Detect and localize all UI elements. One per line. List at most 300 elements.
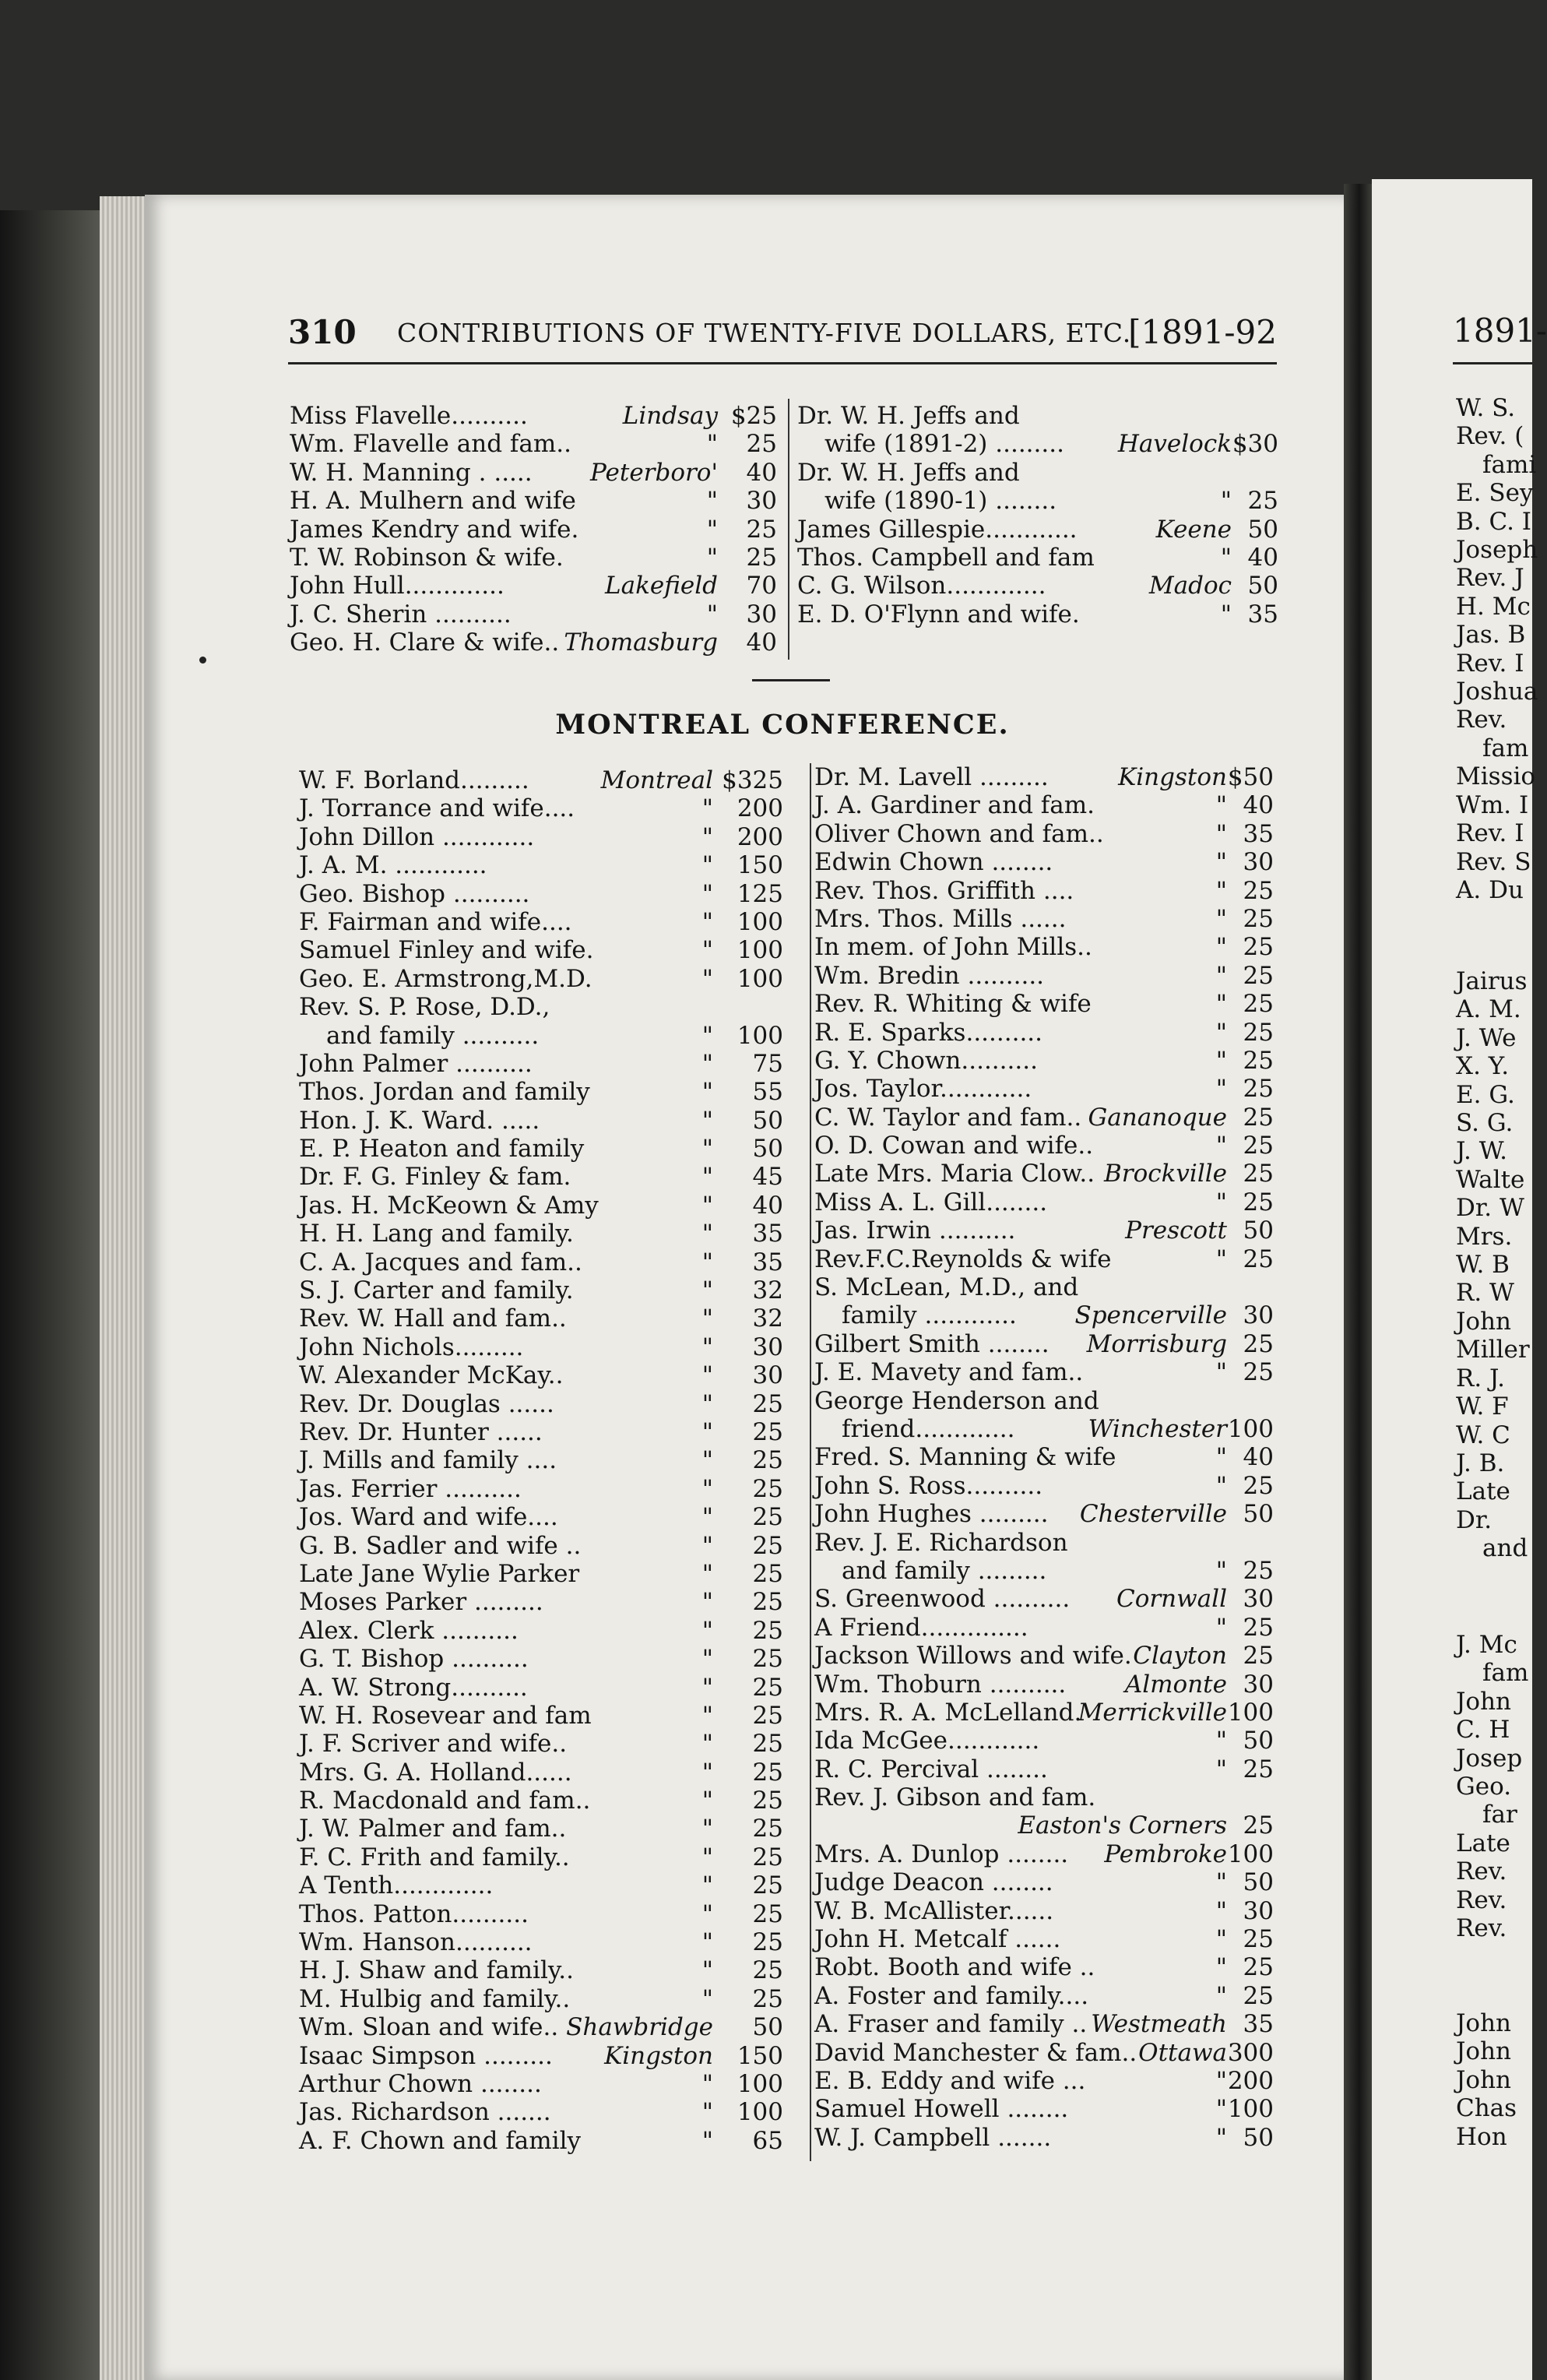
entry-row xyxy=(814,1671,1274,1699)
section-title: MONTREAL CONFERENCE. xyxy=(555,709,1010,741)
contributor-name: Wm. Sloan and wife.. xyxy=(299,2013,559,2042)
contribution-amount: 25 xyxy=(752,1503,783,1532)
entry-row xyxy=(814,1387,1274,1415)
cut-off-entry: John xyxy=(1456,1307,1512,1336)
cut-off-entry: John xyxy=(1456,2065,1512,2094)
contributor-place: Lindsay xyxy=(622,402,718,430)
contributor-name: R. C. Percival ........ xyxy=(814,1755,1048,1783)
cut-off-entry: Joseph xyxy=(1456,536,1538,565)
contribution-amount: 45 xyxy=(752,1163,783,1192)
cut-off-entry: A. Du xyxy=(1456,875,1524,904)
contribution-amount: 25 xyxy=(1243,1953,1274,1982)
entry-row xyxy=(290,544,777,572)
contributor-place: " xyxy=(1215,1471,1227,1500)
contribution-amount: 100 xyxy=(1227,1698,1274,1727)
entry-row xyxy=(797,402,1278,430)
contributor-name: Jos. Taylor............ xyxy=(814,1075,1032,1104)
contributor-name: G. Y. Chown.......... xyxy=(814,1046,1038,1075)
contribution-amount: 40 xyxy=(746,628,777,657)
entry-row xyxy=(814,1358,1274,1386)
contribution-amount: 25 xyxy=(752,1928,783,1957)
entry-row xyxy=(814,1727,1274,1755)
contribution-amount: 100 xyxy=(737,2069,783,2098)
contribution-amount: 30 xyxy=(1243,848,1274,877)
contributor-name: Alex. Clerk .......... xyxy=(299,1616,519,1645)
contribution-amount: 25 xyxy=(752,1730,783,1759)
contribution-amount: 35 xyxy=(1243,2010,1274,2039)
contributor-name: A. W. Strong.......... xyxy=(299,1673,528,1702)
cut-off-entry: J. W. xyxy=(1456,1137,1508,1166)
contributor-name: Arthur Chown ........ xyxy=(299,2069,542,2098)
cut-off-entry: Walte xyxy=(1456,1165,1525,1194)
contributor-name: Miss A. L. Gill........ xyxy=(814,1188,1048,1216)
contributor-place: " xyxy=(1215,876,1227,905)
cut-off-entry: A. M. xyxy=(1456,995,1521,1024)
contributor-place: Cornwall xyxy=(1116,1585,1227,1614)
entry-row xyxy=(299,2070,783,2098)
contribution-amount: 100 xyxy=(737,2098,783,2127)
contributor-name: wife (1890-1) ........ xyxy=(824,487,1057,516)
contribution-amount: 25 xyxy=(1243,1755,1274,1783)
contribution-amount: $50 xyxy=(1227,763,1274,791)
entry-row xyxy=(814,1868,1274,1896)
contributor-name: John Palmer .......... xyxy=(299,1049,533,1078)
contributor-name: Dr. F. G. Finley & fam. xyxy=(299,1163,571,1192)
cut-off-entry: Rev. J xyxy=(1456,564,1524,593)
contributor-name: H. A. Mulhern and wife xyxy=(290,487,576,516)
contributor-name: Jackson Willows and wife. xyxy=(814,1642,1132,1671)
contributor-name: S. McLean, M.D., and xyxy=(814,1273,1079,1302)
entry-row xyxy=(814,1982,1274,2010)
cut-off-entry: Rev. xyxy=(1456,1857,1507,1886)
contributor-name: Geo. H. Clare & wife.. xyxy=(290,628,560,657)
right-page-list-middle xyxy=(1456,967,1530,1563)
contribution-amount: 25 xyxy=(1243,1132,1274,1160)
contributor-name: friend............. xyxy=(842,1414,1015,1443)
contributor-place: " xyxy=(701,2126,713,2155)
entry-row xyxy=(299,1532,783,1560)
contribution-amount: 55 xyxy=(752,1078,783,1107)
cut-off-entry: Wm. I xyxy=(1456,790,1529,819)
right-page-list-top xyxy=(1456,394,1538,904)
entry-row xyxy=(814,1755,1274,1783)
cut-off-entry: E. Sey xyxy=(1456,479,1534,508)
right-page-header: 1891- xyxy=(1453,312,1547,350)
contributor-name: Jas. Ferrier .......... xyxy=(299,1474,522,1503)
contributor-name: Rev. Dr. Douglas ...... xyxy=(299,1389,554,1418)
contribution-amount: 25 xyxy=(1243,1358,1274,1387)
contributor-name: family ............ xyxy=(842,1301,1017,1330)
contributor-name: F. Fairman and wife.... xyxy=(299,907,572,936)
contributor-place: " xyxy=(1215,1188,1227,1216)
contributor-place: " xyxy=(701,1503,713,1532)
contributor-name: W. Alexander McKay.. xyxy=(299,1361,564,1390)
contributor-place: " xyxy=(701,1135,713,1164)
contributor-place: " xyxy=(701,851,713,880)
cut-off-entry: Late xyxy=(1456,1477,1510,1506)
contribution-amount: 200 xyxy=(1227,2066,1274,2095)
entry-row xyxy=(797,487,1278,515)
contributor-name: M. Hulbig and family.. xyxy=(299,1984,571,2013)
cut-off-entry: John xyxy=(1456,2009,1512,2037)
page-number: 310 xyxy=(288,313,357,351)
cut-off-entry: and xyxy=(1482,1534,1528,1563)
page-header xyxy=(288,313,1277,360)
cut-off-entry: R. W xyxy=(1456,1279,1514,1308)
entry-row xyxy=(299,1276,783,1304)
contributor-name: Fred. S. Manning & wife xyxy=(814,1443,1116,1472)
cut-off-entry: C. H xyxy=(1456,1716,1510,1745)
contributor-name: A Tenth............. xyxy=(299,1871,494,1900)
contributor-name: In mem. of John Mills.. xyxy=(814,933,1092,962)
contribution-amount: 25 xyxy=(1243,1160,1274,1188)
contributor-name: W. F. Borland......... xyxy=(299,766,529,794)
cut-off-entry: W. F xyxy=(1456,1392,1509,1421)
contribution-amount: 25 xyxy=(752,1787,783,1815)
contributor-place: Merrickville xyxy=(1078,1698,1227,1727)
entry-row xyxy=(814,1953,1274,1981)
contribution-amount: 25 xyxy=(752,1815,783,1843)
contribution-amount: 30 xyxy=(752,1333,783,1361)
entry-row xyxy=(814,905,1274,933)
contributor-place: " xyxy=(701,1220,713,1248)
contributor-name: G. B. Sadler and wife .. xyxy=(299,1531,582,1560)
contribution-amount: 25 xyxy=(752,1446,783,1475)
entry-row xyxy=(797,572,1278,600)
contribution-amount: 25 xyxy=(1243,876,1274,905)
contributor-name: Dr. W. H. Jeffs and xyxy=(797,402,1020,430)
entry-row xyxy=(299,908,783,936)
contributor-place: " xyxy=(701,1730,713,1759)
contributor-place: Prescott xyxy=(1125,1216,1227,1245)
entry-row xyxy=(299,1390,783,1418)
contribution-amount: 25 xyxy=(1243,1245,1274,1273)
contribution-amount: 25 xyxy=(752,1559,783,1588)
contributor-name: Thos. Patton.......... xyxy=(299,1899,529,1928)
entry-row xyxy=(299,2013,783,2041)
cut-off-entry: fam xyxy=(1482,1659,1529,1688)
contribution-amount: 25 xyxy=(1243,1046,1274,1075)
contributor-place: " xyxy=(706,487,718,516)
contributor-name: R. E. Sparks.......... xyxy=(814,1018,1043,1047)
contributor-place: Easton's Corners xyxy=(1018,1811,1227,1840)
contribution-amount: 25 xyxy=(752,1701,783,1730)
contributor-name: John H. Metcalf ...... xyxy=(814,1925,1061,1954)
contributor-place: Gananoque xyxy=(1088,1103,1227,1132)
contributor-name: Geo. Bishop .......... xyxy=(299,879,530,908)
contributor-place: " xyxy=(701,1049,713,1078)
cut-off-entry: Jairus xyxy=(1456,967,1528,995)
contributor-name: A. Foster and family.... xyxy=(814,1981,1089,2010)
contributor-name: J. A. Gardiner and fam. xyxy=(814,791,1095,820)
entry-row xyxy=(299,823,783,851)
entry-row xyxy=(299,1787,783,1815)
contribution-amount: 200 xyxy=(737,822,783,851)
contributor-place: Havelock xyxy=(1117,430,1232,459)
contribution-amount: 40 xyxy=(1247,543,1278,572)
contribution-amount: 70 xyxy=(746,572,777,600)
contributor-name: Rev. S. P. Rose, D.D., xyxy=(299,993,550,1022)
entry-row xyxy=(814,1529,1274,1557)
contributor-name: Judge Deacon ........ xyxy=(814,1868,1053,1897)
contributor-place: Shawbridge xyxy=(566,2013,713,2042)
entry-row xyxy=(299,1361,783,1389)
contributor-name: H. J. Shaw and family.. xyxy=(299,1956,574,1985)
contributor-name: T. W. Robinson & wife. xyxy=(290,543,564,572)
contributor-place: " xyxy=(1215,933,1227,962)
contributor-name: J. F. Scriver and wife.. xyxy=(299,1730,568,1759)
contribution-amount: 40 xyxy=(1243,791,1274,820)
contribution-amount: 25 xyxy=(752,1531,783,1560)
cut-off-entry: John xyxy=(1456,2037,1512,2066)
entry-row xyxy=(290,430,777,458)
cut-off-entry: W. S. xyxy=(1456,394,1516,422)
contributor-place: " xyxy=(1220,543,1232,572)
entry-row xyxy=(299,1617,783,1645)
contributor-place: Pembroke xyxy=(1104,1840,1227,1868)
contributor-place: " xyxy=(1220,600,1232,628)
contribution-amount: 30 xyxy=(746,487,777,516)
contribution-amount: $25 xyxy=(730,402,777,430)
entry-row xyxy=(797,600,1278,628)
entry-row xyxy=(814,1075,1274,1103)
contribution-amount: 25 xyxy=(1243,1075,1274,1104)
contributor-name: Hon. J. K. Ward. ..... xyxy=(299,1106,540,1135)
cut-off-entry: fam xyxy=(1482,734,1529,762)
contributor-name: H. H. Lang and family. xyxy=(299,1220,574,1248)
contributor-place: " xyxy=(701,1276,713,1305)
contributor-name: Isaac Simpson ......... xyxy=(299,2041,553,2070)
cut-off-entry: X. Y. xyxy=(1456,1052,1510,1081)
entry-row xyxy=(290,459,777,487)
contributor-place: " xyxy=(1215,1443,1227,1472)
contribution-amount: 25 xyxy=(1243,1018,1274,1047)
entry-row xyxy=(814,1188,1274,1216)
contributor-name: wife (1891-2) ......... xyxy=(824,430,1064,459)
cut-off-entry: Dr. W xyxy=(1456,1194,1524,1223)
contributor-place: " xyxy=(701,1304,713,1333)
contributor-name: and family ......... xyxy=(842,1556,1047,1585)
contributor-place: " xyxy=(1215,1046,1227,1075)
contributor-place: " xyxy=(1215,1245,1227,1273)
entry-row xyxy=(299,794,783,822)
contribution-amount: 50 xyxy=(752,2013,783,2042)
entry-row xyxy=(814,1216,1274,1245)
entry-row xyxy=(299,1815,783,1843)
contribution-amount: 32 xyxy=(752,1304,783,1333)
contributor-place: " xyxy=(1215,1018,1227,1047)
contributor-name: Dr. M. Lavell ......... xyxy=(814,763,1049,791)
contributor-name: Oliver Chown and fam.. xyxy=(814,819,1104,848)
cut-off-entry: Missio xyxy=(1456,762,1536,791)
contribution-amount: 25 xyxy=(1243,1811,1274,1840)
contributor-place: " xyxy=(701,1928,713,1957)
contributor-place: " xyxy=(1215,1896,1227,1925)
entry-row xyxy=(814,1699,1274,1727)
entry-row xyxy=(814,1585,1274,1613)
contributor-place: " xyxy=(701,1616,713,1645)
contributor-place: " xyxy=(1215,961,1227,990)
entry-row xyxy=(814,1925,1274,1953)
contributor-name: Ida McGee............ xyxy=(814,1727,1040,1755)
contributor-name: Miss Flavelle.......... xyxy=(290,402,528,430)
contributor-place: Kingston xyxy=(1118,763,1227,791)
contribution-amount: 25 xyxy=(752,1956,783,1985)
contribution-amount: 25 xyxy=(752,1645,783,1674)
contributor-name: C. W. Taylor and fam.. xyxy=(814,1103,1082,1132)
contributor-place: " xyxy=(701,1106,713,1135)
contribution-amount: 25 xyxy=(1243,1981,1274,2010)
montreal-left-column xyxy=(299,766,783,2155)
entry-row xyxy=(299,1645,783,1673)
cut-off-entry: Chas xyxy=(1456,2094,1517,2123)
entry-row xyxy=(299,1674,783,1702)
contributor-name: A. F. Chown and family xyxy=(299,2126,582,2155)
contributor-name: Thos. Jordan and family xyxy=(299,1078,590,1107)
contributor-place: " xyxy=(701,1787,713,1815)
contributor-place: " xyxy=(1215,819,1227,848)
entry-row xyxy=(299,1503,783,1531)
contribution-amount: 75 xyxy=(752,1049,783,1078)
entry-row xyxy=(299,851,783,879)
entry-row xyxy=(797,430,1278,458)
contributor-place: Montreal xyxy=(600,766,713,794)
entry-row xyxy=(290,628,777,657)
entry-row xyxy=(299,1135,783,1163)
contributor-name: Dr. W. H. Jeffs and xyxy=(797,458,1020,487)
contributor-place: " xyxy=(1220,487,1232,516)
contribution-amount: 25 xyxy=(1243,1925,1274,1954)
contributor-place: " xyxy=(701,794,713,823)
contributor-name: J. W. Palmer and fam.. xyxy=(299,1815,567,1843)
contribution-amount: 25 xyxy=(752,1389,783,1418)
entry-row xyxy=(299,1843,783,1871)
contribution-amount: 25 xyxy=(752,1417,783,1446)
contribution-amount: 25 xyxy=(752,1899,783,1928)
contributor-place: " xyxy=(1215,848,1227,877)
cut-off-entry: J. We xyxy=(1456,1023,1517,1052)
entry-row xyxy=(290,487,777,515)
entry-row xyxy=(299,1220,783,1248)
contributor-name: Jos. Ward and wife.... xyxy=(299,1503,558,1532)
contributor-place: " xyxy=(701,907,713,936)
contributor-name: E. D. O'Flynn and wife. xyxy=(797,600,1080,628)
contribution-amount: 150 xyxy=(737,2041,783,2070)
contributor-place: " xyxy=(701,1191,713,1220)
contributor-place: Thomasburg xyxy=(564,628,718,657)
contribution-amount: 30 xyxy=(1243,1670,1274,1699)
contribution-amount: 100 xyxy=(1227,1840,1274,1868)
contribution-amount: 25 xyxy=(752,1474,783,1503)
cut-off-entry: Geo. xyxy=(1456,1773,1512,1801)
margin-dot xyxy=(199,657,206,664)
entry-row xyxy=(814,1897,1274,1925)
contributor-place: " xyxy=(706,430,718,459)
contribution-amount: 25 xyxy=(752,1843,783,1871)
entry-row xyxy=(814,2067,1274,2095)
contribution-amount: 25 xyxy=(1243,1188,1274,1216)
entry-row xyxy=(299,936,783,964)
contributor-place: " xyxy=(1215,1981,1227,2010)
contributor-name: J. Mills and family .... xyxy=(299,1446,557,1475)
contributor-name: J. E. Mavety and fam.. xyxy=(814,1358,1084,1387)
cut-off-entry: E. G. xyxy=(1456,1080,1515,1109)
contribution-amount: 125 xyxy=(737,879,783,908)
contribution-amount: 30 xyxy=(1243,1585,1274,1614)
contributor-place: " xyxy=(701,1815,713,1843)
contributor-place: " xyxy=(701,1361,713,1390)
entry-row xyxy=(814,1104,1274,1132)
entry-row xyxy=(299,1730,783,1758)
contributor-name: W. J. Campbell ....... xyxy=(814,2123,1052,2152)
contributor-place: " xyxy=(1215,2066,1227,2095)
contributor-name: George Henderson and xyxy=(814,1386,1099,1415)
contributor-place: " xyxy=(701,1956,713,1985)
entry-row xyxy=(299,2127,783,2155)
contributor-name: O. D. Cowan and wife.. xyxy=(814,1132,1094,1160)
entry-row xyxy=(299,1446,783,1474)
contribution-amount: 25 xyxy=(1243,904,1274,933)
contributor-place: " xyxy=(1215,2123,1227,2152)
contributor-name: Rev. W. Hall and fam.. xyxy=(299,1304,567,1333)
contributor-name: and family .......... xyxy=(326,1021,540,1050)
contribution-amount: 25 xyxy=(746,515,777,544)
entry-row xyxy=(814,2095,1274,2123)
entry-row xyxy=(299,880,783,908)
contributor-name: R. Macdonald and fam.. xyxy=(299,1787,591,1815)
contribution-amount: 200 xyxy=(737,794,783,823)
contributor-place: " xyxy=(701,936,713,965)
contribution-amount: 25 xyxy=(1243,1471,1274,1500)
contributor-place: Kingston xyxy=(604,2041,713,2070)
entry-row xyxy=(814,1642,1274,1670)
contributor-name: Robt. Booth and wife .. xyxy=(814,1953,1095,1982)
entry-row xyxy=(290,600,777,628)
contributor-name: John Dillon ............ xyxy=(299,822,535,851)
contributor-place: " xyxy=(1215,791,1227,820)
cut-off-entry: Joshua xyxy=(1456,678,1538,706)
contribution-amount: 25 xyxy=(752,1984,783,2013)
contributor-name: Geo. E. Armstrong,M.D. xyxy=(299,964,592,993)
entry-row xyxy=(814,1811,1274,1840)
top-right-column xyxy=(797,402,1278,628)
cut-off-entry: Rev. I xyxy=(1456,819,1524,848)
cut-off-entry: Dr. xyxy=(1456,1505,1493,1534)
contribution-amount: 50 xyxy=(1243,1727,1274,1755)
contributor-place: " xyxy=(701,1984,713,2013)
contribution-amount: 50 xyxy=(1243,1500,1274,1529)
entry-row xyxy=(797,544,1278,572)
contributor-place: " xyxy=(701,1673,713,1702)
contribution-amount: 30 xyxy=(752,1361,783,1390)
cut-off-entry: Late xyxy=(1456,1829,1510,1857)
contribution-amount: 30 xyxy=(1243,1896,1274,1925)
entry-row xyxy=(814,962,1274,990)
entry-row xyxy=(299,1985,783,2013)
entry-row xyxy=(299,1702,783,1730)
contributor-name: James Kendry and wife. xyxy=(290,515,579,544)
contributor-place: Ottawa xyxy=(1138,2038,1227,2067)
entry-row xyxy=(814,1330,1274,1358)
entry-row xyxy=(299,1192,783,1220)
entry-row xyxy=(299,766,783,794)
contributor-place: Chesterville xyxy=(1079,1500,1227,1529)
contributor-name: J. A. M. ............ xyxy=(299,851,487,880)
contributor-place: Westmeath xyxy=(1091,2010,1227,2039)
entry-row xyxy=(814,1500,1274,1528)
cut-off-entry: Rev. xyxy=(1456,1914,1507,1943)
contributor-place: Brockville xyxy=(1103,1160,1227,1188)
